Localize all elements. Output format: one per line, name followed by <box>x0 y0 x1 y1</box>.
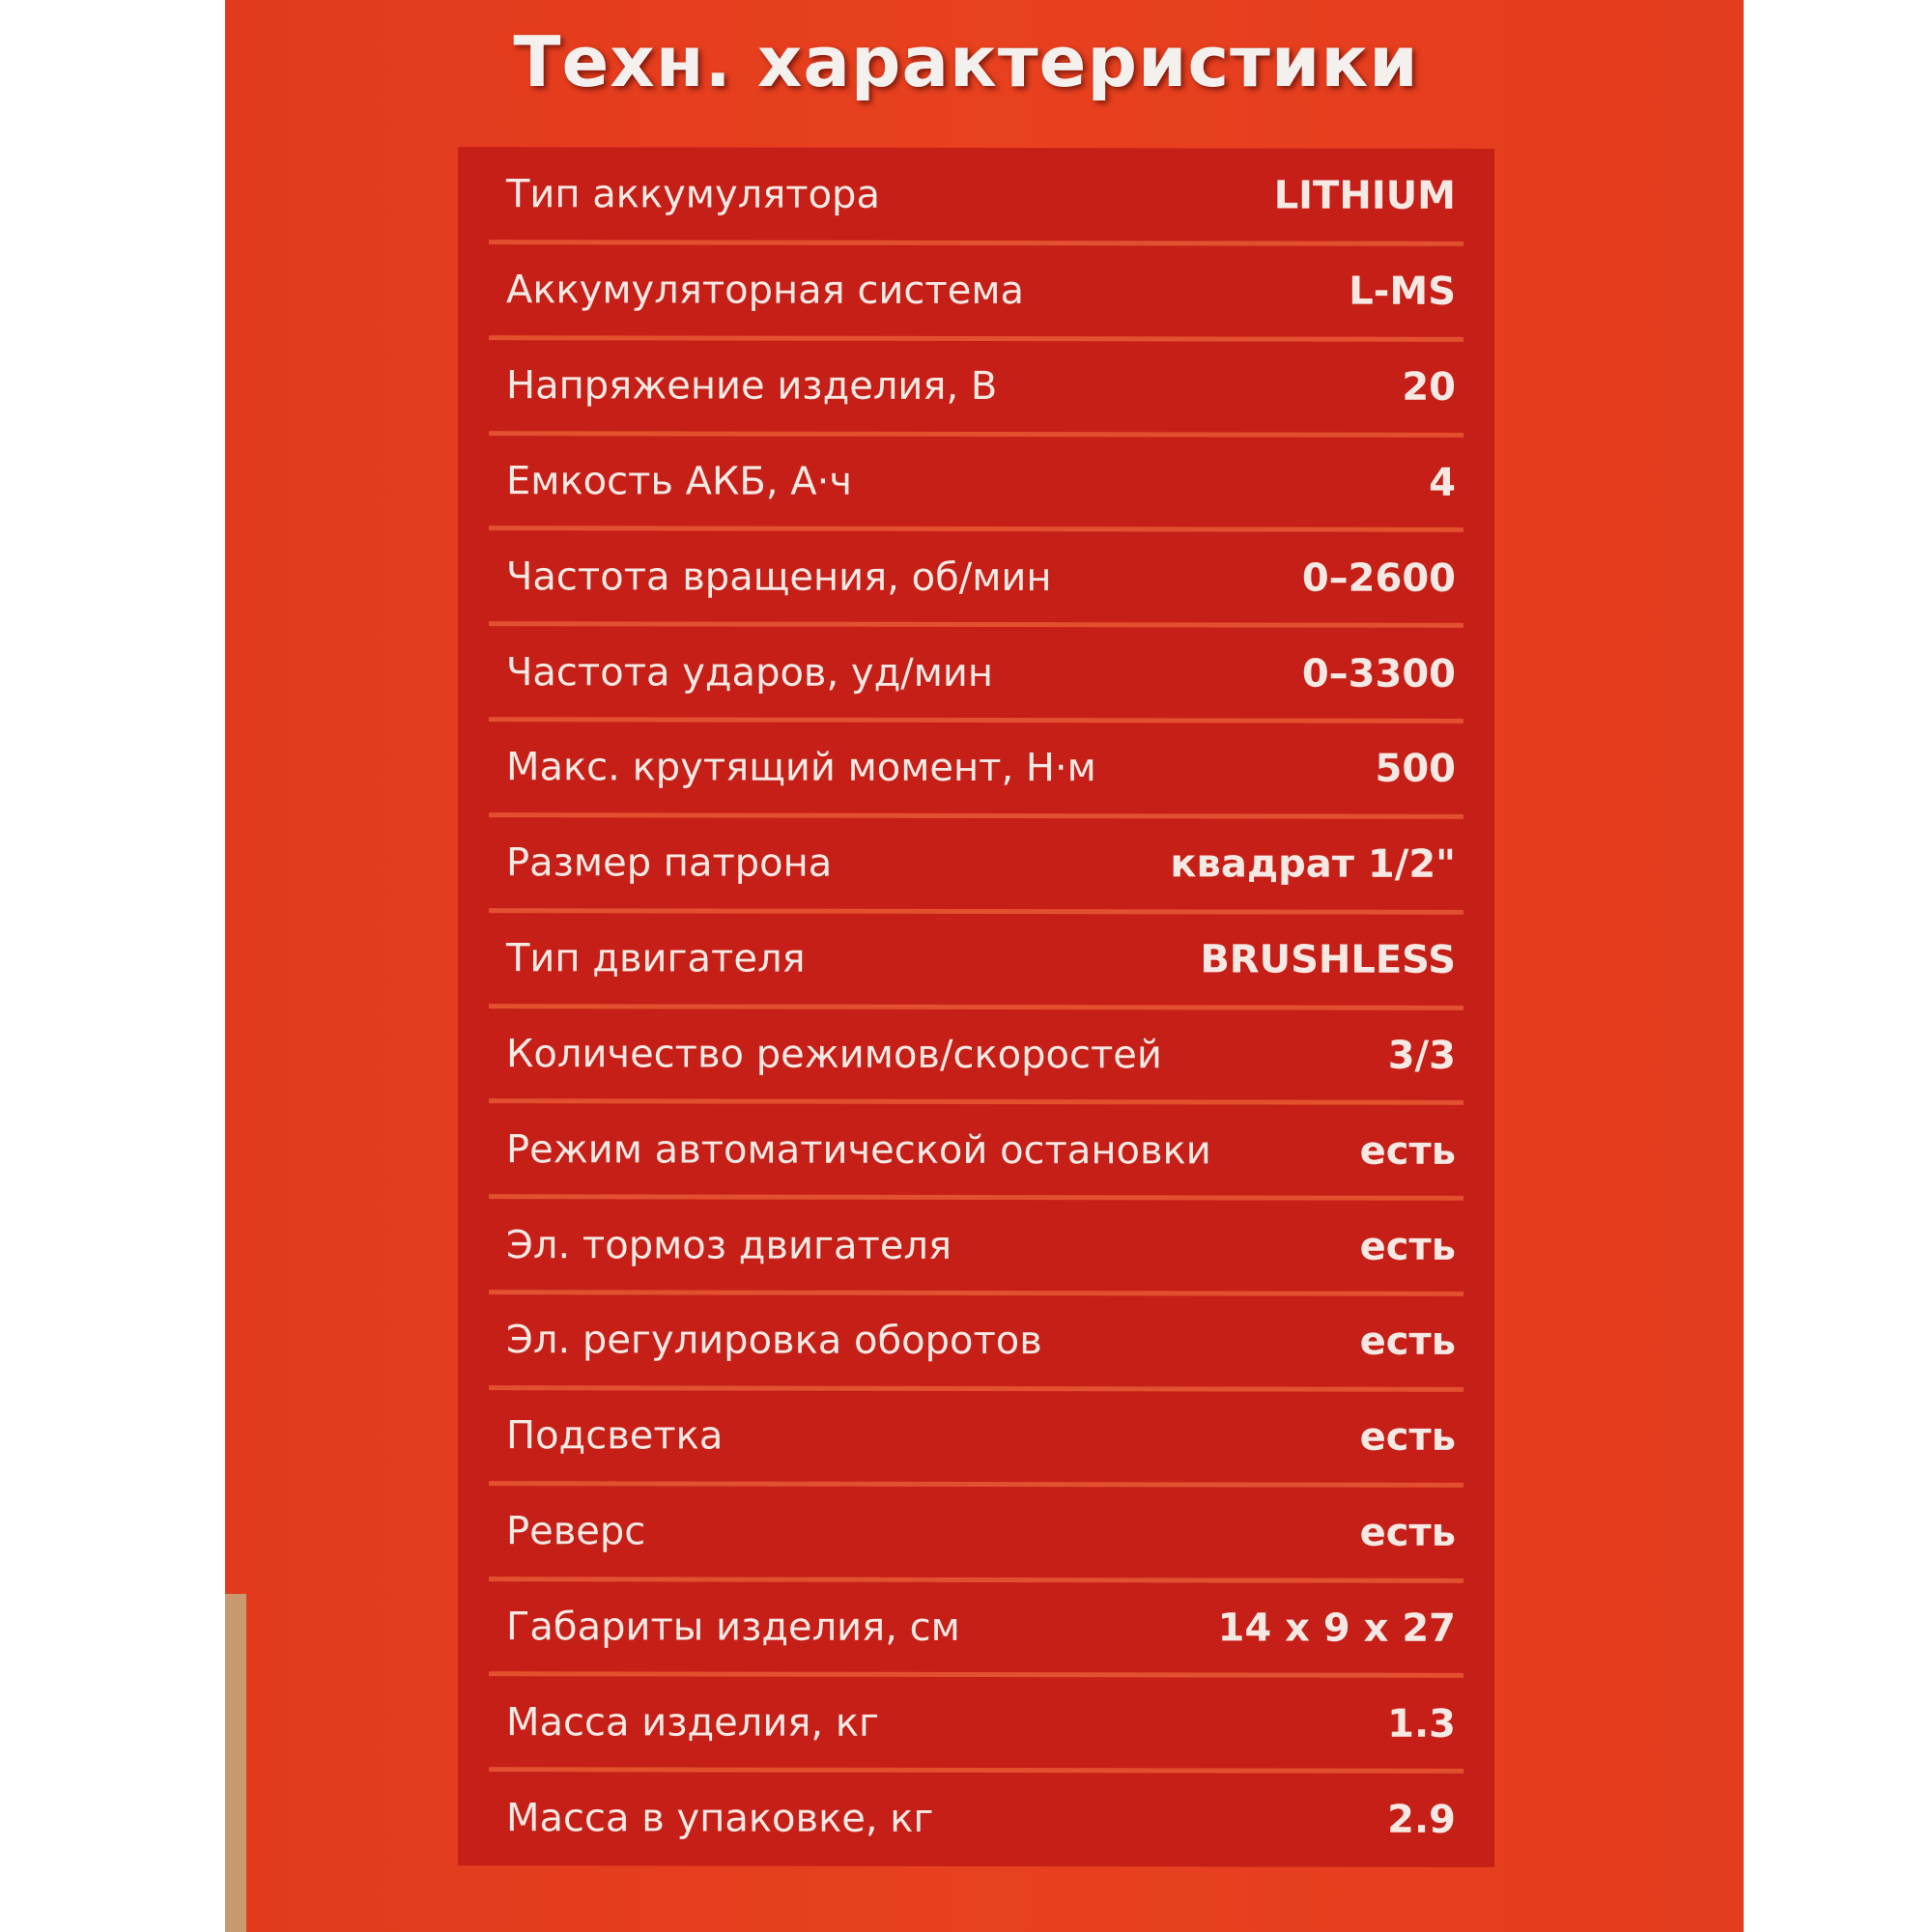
spec-label: Тип аккумулятора <box>506 172 880 218</box>
spec-label: Подсветка <box>506 1413 724 1459</box>
spec-label: Напряжение изделия, В <box>506 363 998 410</box>
spec-value: 4 <box>1429 460 1456 505</box>
spec-label: Частота ударов, уд/мин <box>506 649 994 696</box>
spec-label: Аккумуляторная система <box>506 268 1025 314</box>
spec-label: Масса в упаковке, кг <box>506 1795 934 1841</box>
spec-value: есть <box>1359 1510 1456 1555</box>
spec-title: Техн. характеристики <box>513 21 1419 102</box>
spec-table <box>458 147 1494 1867</box>
spec-value: BRUSHLESS <box>1200 937 1456 982</box>
spec-row <box>458 1197 1494 1294</box>
spec-row <box>458 720 1494 817</box>
spec-row <box>458 624 1494 722</box>
spec-label: Тип двигателя <box>506 936 806 981</box>
spec-value: 0–3300 <box>1301 651 1456 696</box>
spec-row <box>458 338 1494 436</box>
spec-value: 3/3 <box>1387 1033 1456 1078</box>
spec-label: Эл. тормоз двигателя <box>506 1222 952 1268</box>
spec-value: 0–2600 <box>1301 555 1456 601</box>
spec-value: есть <box>1359 1414 1456 1461</box>
spec-row <box>458 1484 1494 1581</box>
spec-row <box>458 434 1494 531</box>
spec-row <box>458 528 1494 626</box>
spec-label: Количество режимов/скоростей <box>506 1032 1162 1078</box>
spec-value: 20 <box>1402 364 1456 410</box>
spec-label: Частота вращения, об/мин <box>506 554 1052 600</box>
spec-value: 1.3 <box>1387 1701 1456 1747</box>
spec-row <box>458 1101 1494 1199</box>
spec-row <box>458 1007 1494 1104</box>
spec-label: Эл. регулировка оборотов <box>506 1318 1042 1364</box>
spec-label: Масса изделия, кг <box>506 1699 879 1746</box>
spec-label: Режим автоматической остановки <box>506 1126 1211 1174</box>
cardboard-edge <box>225 1594 246 1932</box>
spec-row <box>458 1579 1494 1677</box>
spec-row <box>458 147 1494 244</box>
spec-label: Макс. крутящий момент, Н·м <box>506 745 1096 791</box>
spec-row <box>458 911 1494 1009</box>
spec-value: 2.9 <box>1387 1797 1456 1842</box>
spec-row <box>458 242 1494 340</box>
spec-row <box>458 1770 1494 1867</box>
spec-value: L-MS <box>1349 269 1456 315</box>
spec-row <box>458 1388 1494 1486</box>
spec-value: есть <box>1359 1320 1456 1365</box>
spec-row <box>458 815 1494 913</box>
spec-value: квадрат 1/2" <box>1170 841 1456 888</box>
spec-row <box>458 1674 1494 1772</box>
spec-value: есть <box>1359 1128 1456 1174</box>
spec-label: Реверс <box>506 1509 646 1554</box>
spec-row <box>458 1293 1494 1390</box>
spec-value: 500 <box>1375 747 1456 792</box>
spec-value: 14 x 9 x 27 <box>1217 1605 1456 1651</box>
spec-value: есть <box>1359 1224 1456 1269</box>
spec-value: LITHIUM <box>1273 173 1456 219</box>
spec-label: Емкость АКБ, А·ч <box>506 459 853 504</box>
spec-label: Габариты изделия, см <box>506 1605 960 1650</box>
spec-label: Размер патрона <box>506 840 833 886</box>
